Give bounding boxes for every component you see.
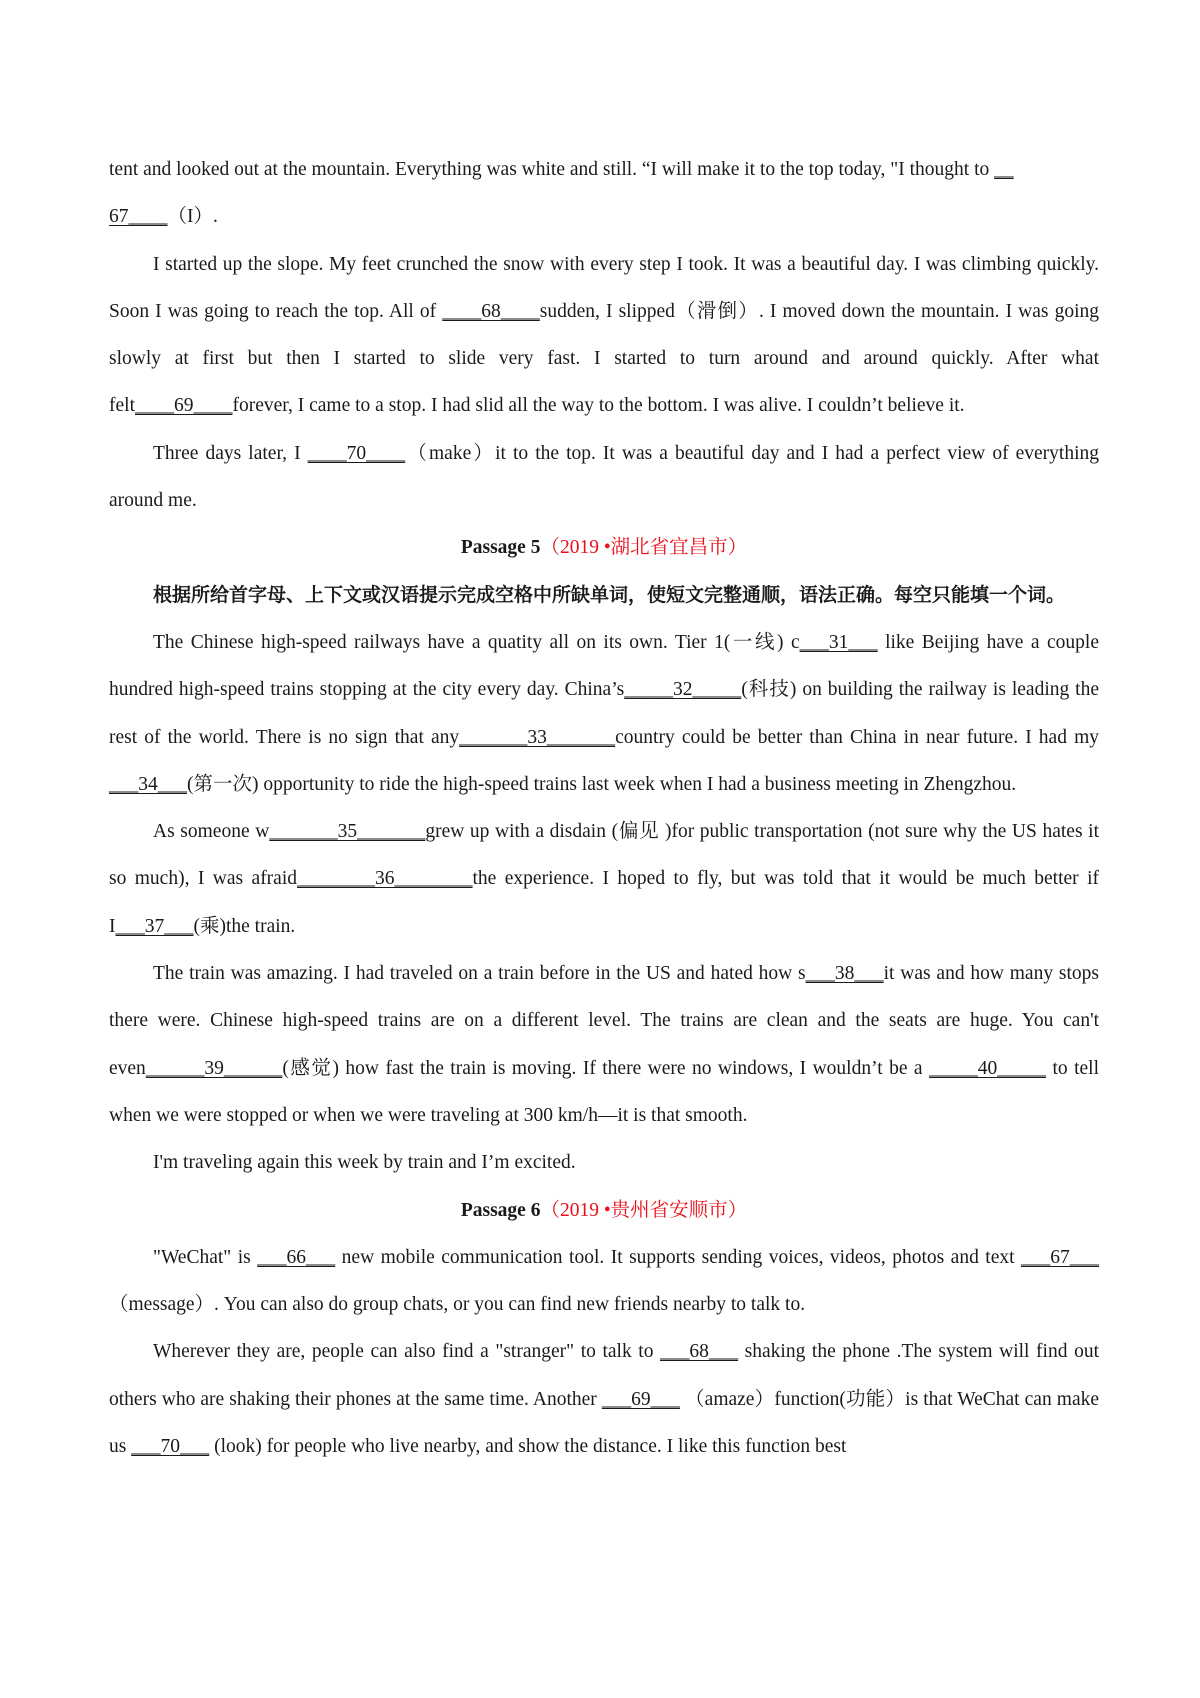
paragraph: As someone w_______35_______grew up with a disdain (偏见 )for public transportation (not sure why the US hates it so much), I was afraid________36________the experience. I hoped to fly, but was told that it would be much better if I___37___(乘)the train. <box>109 821 1099 937</box>
passage-source: （2019 •贵州省安顺市） <box>540 1199 748 1221</box>
blank-68[interactable]: ___68___ <box>660 1341 739 1363</box>
paragraph: I started up the slope. My feet crunched the snow with every step I took. It was a beautiful day. I was climbing quickly. Soon I was going to reach the top. All of ____68____sudden, I slipped（滑倒）. I moved down the mountain. I was going slowly at first but then I started to slide very fast. I started to turn around and around quickly. After what felt____69____forever, I came to a stop. I had slid all the way to the bottom. I was alive. I couldn’t believe it. <box>109 253 1099 417</box>
blank-40[interactable]: _____40_____ <box>929 1057 1047 1079</box>
blank-32[interactable]: _____32_____ <box>624 679 742 701</box>
blank-34[interactable]: ___34___ <box>109 773 187 795</box>
blank-66[interactable]: ___66___ <box>257 1246 336 1268</box>
paragraph: Wherever they are, people can also find a "stranger" to talk to ___68___ shaking the phone .The system will find out others who are shaking their phones at the same time. Another ___69___ （amaze）function(功能）is that WeChat can make us ___70___ (look) for people who live nearby, and show the distance. I like this function best <box>109 1341 1100 1458</box>
blank-38[interactable]: ___38___ <box>805 963 884 985</box>
paragraph: The Chinese high-speed railways have a quatity all on its own. Tier 1(一线) c___31___ like Beijing have a couple hundred high-speed trains stopping at the city every day. China’s_____32_____(科技) on building the railway is leading the rest of the world. There is no sign that any_______33_______country could be better than China in near future. I had my ___34___(第一次) opportunity to ride the high-speed trains last week when I had a business meeting in Zhengzhou. <box>109 631 1100 795</box>
paragraph: I'm traveling again this week by train and I’m excited. <box>153 1152 576 1174</box>
passage-source: （2019 •湖北省宜昌市） <box>540 537 748 559</box>
blank-70[interactable]: ____70____ <box>307 442 406 464</box>
blank-70[interactable]: ___70___ <box>131 1436 210 1458</box>
blank-31[interactable]: ___31___ <box>799 631 878 653</box>
blank-35[interactable]: _______35_______ <box>269 821 426 843</box>
blank-33[interactable]: _______33_______ <box>459 726 616 748</box>
blank-69[interactable]: ____69____ <box>134 395 233 417</box>
blank-37[interactable]: ___37___ <box>115 915 194 937</box>
blank-69[interactable]: ___69___ <box>601 1388 680 1410</box>
blank-67[interactable]: 67____ <box>109 206 168 228</box>
blank-39[interactable]: ______39______ <box>145 1057 283 1079</box>
paragraph: The train was amazing. I had traveled on a train before in the US and hated how s___38___it was and how many stops there were. Chinese high-speed trains are on a different level. The trains are clean and the seats are huge. You can't even______39______(感觉) how fast the train is moving. If there were no windows, I wouldn’t be a _____40_____ to tell when we were stopped or when we were traveling at 300 km/h—it is that smooth. <box>109 963 1099 1126</box>
paragraph: Three days later, I ____70____（make）it to the top. It was a beautiful day and I had a perfect view of everything around me. <box>109 442 1100 512</box>
passage-6-heading: Passage 6（2019 •贵州省安顺市） <box>460 1199 748 1221</box>
instructions: 根据所给首字母、上下文或汉语提示完成空格中所缺单词，使短文完整通顺，语法正确。每空只能填一个词。 <box>153 583 1066 606</box>
document-content <box>109 146 1099 1470</box>
paragraph: tent and looked out at the mountain. Everything was white and still. “I will make it to the top today, "I thought to __ 67____（I）. <box>109 159 1014 228</box>
blank-67[interactable]: ___67___ <box>1021 1246 1099 1268</box>
paragraph: "WeChat" is ___66___ new mobile communication tool. It supports sending voices, videos, photos and text ___67___（message）. You can also do group chats, or you can find new friends nearby to talk to. <box>109 1246 1099 1316</box>
passage-5-heading: Passage 5（2019 •湖北省宜昌市） <box>460 537 748 559</box>
blank-68[interactable]: ____68____ <box>442 300 540 322</box>
blank[interactable]: __ <box>994 159 1014 180</box>
blank-36[interactable]: ________36________ <box>297 868 473 890</box>
